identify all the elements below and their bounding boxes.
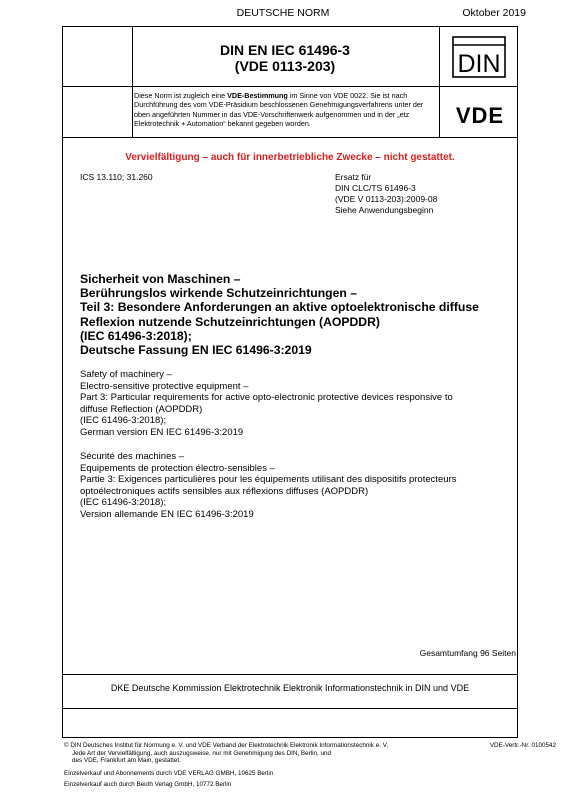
title-french: Sécurité des machines – Equipements de protection électro-sensibles – Partie 3: Exigences particulières pour les équipements utilisant des dispositifs protecteurs optoélectroniques actifs sensibles aux réflexions diffuses (AOPDDR) (IEC 61496-3:2018); Version allemande EN IEC 61496-3:2019	[80, 451, 457, 520]
din-logo	[452, 36, 506, 78]
vde-notice: Diese Norm ist zugleich eine VDE-Bestimmung im Sinne von VDE 0022. Sie ist nach Durchführung des vom VDE-Präsidium beschlossenen Genehmigungsverfahrens unter der oben angeführten Nummer in das VDE-Vorschriftenwerk aufgenommen und in der „etz Elektrotechnik + Automation“ bekannt gegeben worden.	[134, 91, 424, 128]
frame-divider-right	[439, 26, 440, 138]
total-pages: Gesamtumfang 96 Seiten	[419, 648, 516, 658]
frame-divider-title	[62, 86, 518, 87]
sales-info-beuth: Einzelverkauf auch durch Beuth Verlag GmbH, 10772 Berlin	[64, 781, 232, 788]
sales-info-vde: Einzelverkauf und Abonnements durch VDE VERLAG GMBH, 10625 Berlin	[64, 770, 274, 777]
header-date: Oktober 2019	[462, 7, 526, 19]
copyright-notice: © DIN Deutsches Institut für Normung e. V. und VDE Verband der Elektrotechnik Elektronik Informationstechnik e. V. Jede Art der Vervielfältigung, auch auszugsweise, nur mit Genehmigung des DIN, Berlin, und des VDE, Frankfurt am Main, gestattet.	[64, 742, 389, 765]
frame-divider-dke-bottom	[62, 708, 518, 709]
norm-number: DIN EN IEC 61496-3	[220, 42, 350, 58]
frame-divider-dke-top	[62, 674, 518, 675]
reproduction-warning: Vervielfältigung – auch für innerbetriebliche Zwecke – nicht gestattet.	[125, 152, 455, 163]
title-english: Safety of machinery – Electro-sensitive protective equipment – Part 3: Particular requirements for active opto-electronic protective devices responsive to diffuse Reflection (AOPDDR) (IEC 61496-3:2018); German version EN IEC 61496-3:2019	[80, 369, 453, 438]
ics-code: ICS 13.110; 31.260	[80, 172, 153, 182]
title-german: Sicherheit von Maschinen – Berührungslos wirkende Schutzeinrichtungen – Teil 3: Besondere Anforderungen an aktive optoelektronische diffuse Reflexion nutzende Schutzeinrichtungen (AOPDDR) (IEC 61496-3:2018); Deutsche Fassung EN IEC 61496-3:2019	[80, 272, 479, 358]
dke-committee: DKE Deutsche Kommission Elektrotechnik Elektronik Informationstechnik in DIN und VDE	[110, 683, 470, 693]
header-document-type: DEUTSCHE NORM	[236, 7, 330, 19]
vde-logo-text: VDE	[455, 104, 505, 126]
vde-notice-bold: VDE-Bestimmung	[227, 91, 288, 100]
din-logo-text: DIN	[457, 50, 501, 78]
replacement-info: Ersatz für DIN CLC/TS 61496-3 (VDE V 0113-203):2009-08 Siehe Anwendungsbeginn	[335, 172, 438, 215]
vde-logo	[452, 104, 508, 126]
vde-order-number: VDE-Vertr.-Nr. 0100542	[489, 742, 556, 749]
frame-divider-notice	[62, 137, 518, 138]
vde-classification: (VDE 0113-203)	[234, 58, 336, 74]
